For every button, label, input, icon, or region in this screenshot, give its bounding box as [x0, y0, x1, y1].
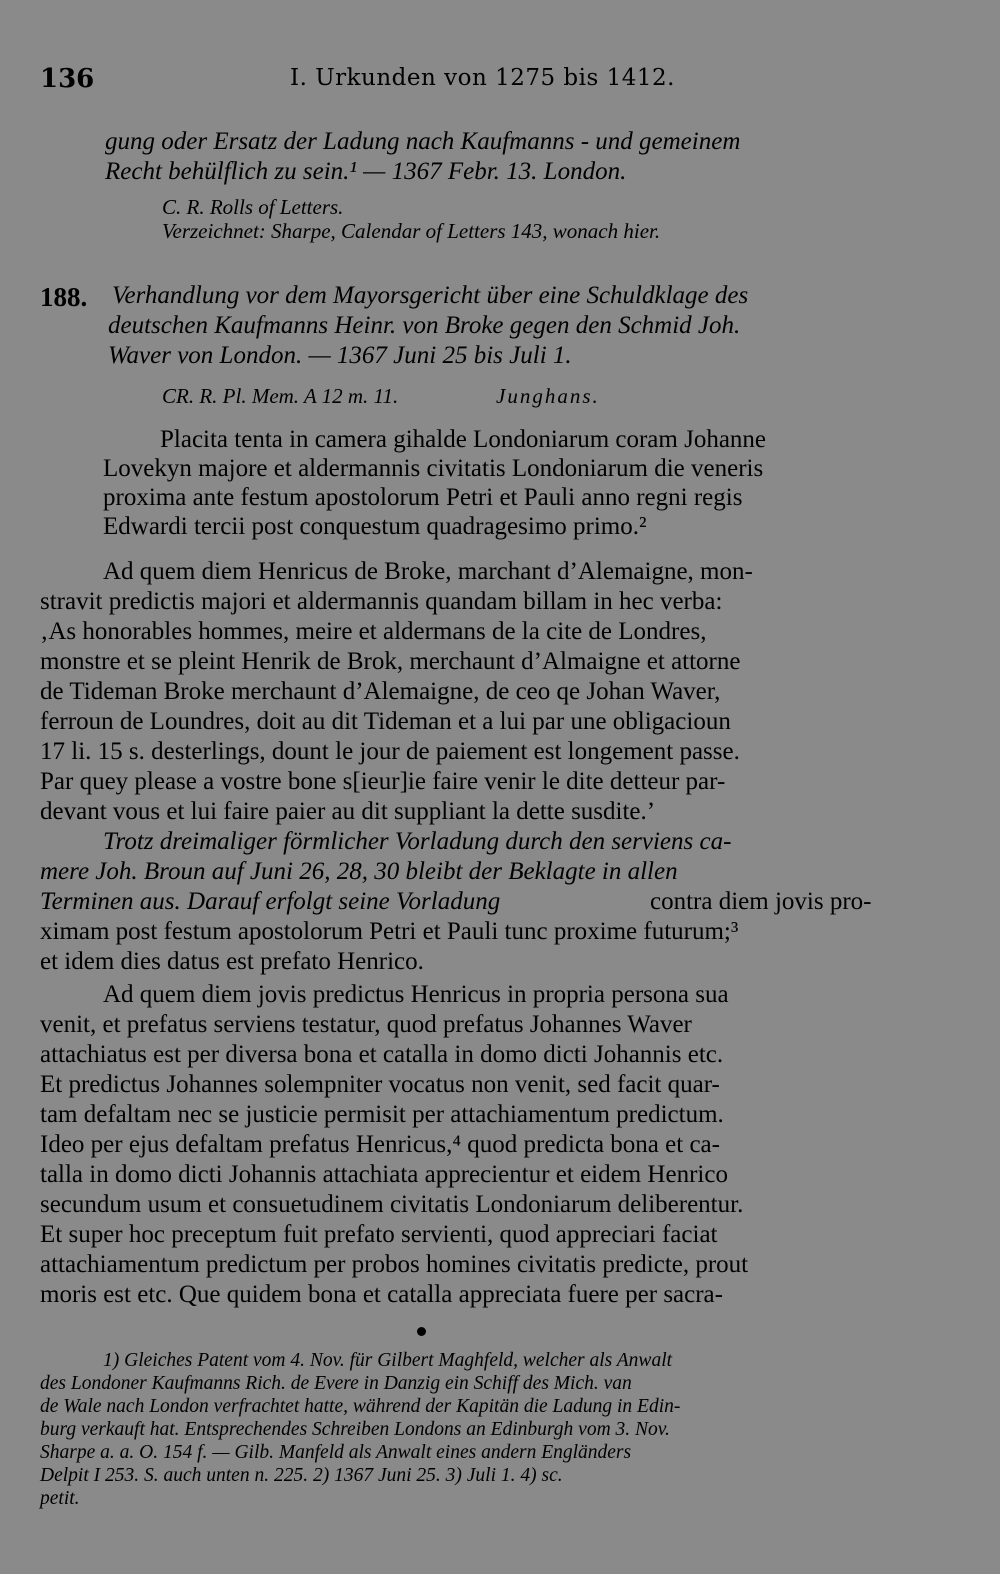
body-line: mere Joh. Broun auf Juni 26, 28, 30 bleibt der Beklagte in allen	[40, 858, 678, 885]
body-line: et idem dies datus est prefato Henrico.	[40, 948, 424, 975]
body-line: ferroun de Loundres, doit au dit Tideman et a lui par une obligacioun	[40, 708, 731, 735]
body-line: venit, et prefatus serviens testatur, quod prefatus Johannes Waver	[40, 1011, 692, 1038]
entry-title-line: Verhandlung vor dem Mayorsgericht über eine Schuldklage des	[112, 282, 749, 309]
body-line: de Tideman Broke merchaunt d’Alemaigne, de ceo qe Johan Waver,	[40, 678, 721, 705]
footnote-line: des Londoner Kaufmanns Rich. de Evere in Danzig ein Schiff des Mich. van	[40, 1373, 632, 1394]
prev-entry-source: C. R. Rolls of Letters.	[162, 195, 344, 219]
entry-number: 188.	[40, 282, 88, 312]
entry-editor: Junghans.	[496, 384, 600, 408]
body-line: Par quey please a vostre bone s[ieur]ie faire venir le dite detteur par-	[40, 768, 726, 795]
body-line: Placita tenta in camera gihalde Londoniarum coram Johanne	[160, 426, 767, 453]
body-line: Edwardi tercii post conquestum quadragesimo primo.²	[103, 513, 647, 540]
body-line: stravit predictis majori et aldermannis quandam billam in hec verba:	[40, 588, 723, 615]
body-line: monstre et se pleint Henrik de Brok, merchaunt d’Almaigne et attorne	[40, 648, 741, 675]
entry-title-line: deutschen Kaufmanns Heinr. von Broke gegen den Schmid Joh.	[108, 312, 741, 339]
prev-entry-line: Recht behülflich zu sein.¹ — 1367 Febr. 13. London.	[105, 158, 627, 185]
footnote-line: 1) Gleiches Patent vom 4. Nov. für Gilbert Maghfeld, welcher als Anwalt	[103, 1350, 673, 1371]
body-line: Ad quem diem jovis predictus Henricus in propria persona sua	[103, 981, 729, 1008]
body-line: Trotz dreimaliger förmlicher Vorladung durch den serviens ca-	[103, 828, 732, 855]
running-head: I. Urkunden von 1275 bis 1412.	[290, 65, 675, 91]
body-line: ximam post festum apostolorum Petri et Pauli tunc proxime futurum;³	[40, 918, 739, 945]
body-line: Ad quem diem Henricus de Broke, marchant d’Alemaigne, mon-	[103, 558, 753, 585]
footnote-line: burg verkauft hat. Entsprechendes Schreiben Londons an Edinburgh vom 3. Nov.	[40, 1419, 670, 1440]
body-line: secundum usum et consuetudinem civitatis Londoniarum deliberentur.	[40, 1191, 744, 1218]
body-line: 17 li. 15 s. desterlings, dount le jour de paiement est longement passe.	[40, 738, 740, 765]
body-line: Et predictus Johannes solempniter vocatus non venit, sed facit quar-	[40, 1071, 720, 1098]
body-line: Terminen aus. Darauf erfolgt seine Vorladung	[40, 888, 501, 915]
body-line: Lovekyn majore et aldermannis civitatis Londoniarum die veneris	[103, 455, 764, 482]
footnote-line: Delpit I 253. S. auch unten n. 225. 2) 1367 Juni 25. 3) Juli 1. 4) sc.	[40, 1465, 563, 1486]
footnote-line: de Wale nach London verfrachtet hatte, während der Kapitän die Ladung in Edin-	[40, 1396, 681, 1417]
body-line: contra diem jovis pro-	[650, 888, 872, 915]
footnote-divider-dot	[417, 1327, 426, 1336]
entry-title-line: Waver von London. — 1367 Juni 25 bis Juli 1.	[108, 342, 572, 369]
body-line: attachiamentum predictum per probos homines civitatis predicte, prout	[40, 1251, 749, 1278]
body-line: ‚As honorables hommes, meire et aldermans de la cite de Londres,	[40, 618, 707, 645]
prev-entry-calendar: Verzeichnet: Sharpe, Calendar of Letters 143, wonach hier.	[162, 219, 661, 243]
page-header	[40, 64, 925, 94]
body-line: devant vous et lui faire paier au dit suppliant la dette susdite.’	[40, 798, 656, 825]
footnote-line: Sharpe a. a. O. 154 f. — Gilb. Manfeld als Anwalt eines andern Engländers	[40, 1442, 632, 1463]
body-line: Et super hoc preceptum fuit prefato servienti, quod appreciari faciat	[40, 1221, 718, 1248]
entry-source: CR. R. Pl. Mem. A 12 m. 11.	[162, 384, 399, 408]
body-line: Ideo per ejus defaltam prefatus Henricus,⁴ quod predicta bona et ca-	[40, 1131, 720, 1158]
footnote-line: petit.	[40, 1488, 80, 1509]
prev-entry-line: gung oder Ersatz der Ladung nach Kaufmanns - und gemeinem	[105, 128, 741, 155]
page-number: 136	[40, 64, 95, 94]
body-line: attachiatus est per diversa bona et catalla in domo dicti Johannis etc.	[40, 1041, 724, 1068]
body-line: proxima ante festum apostolorum Petri et Pauli anno regni regis	[103, 484, 743, 511]
body-line: moris est etc. Que quidem bona et catalla appreciata fuere per sacra-	[40, 1281, 723, 1308]
body-line: talla in domo dicti Johannis attachiata apprecientur et eidem Henrico	[40, 1161, 728, 1188]
body-line: tam defaltam nec se justicie permisit per attachiamentum predictum.	[40, 1101, 724, 1128]
